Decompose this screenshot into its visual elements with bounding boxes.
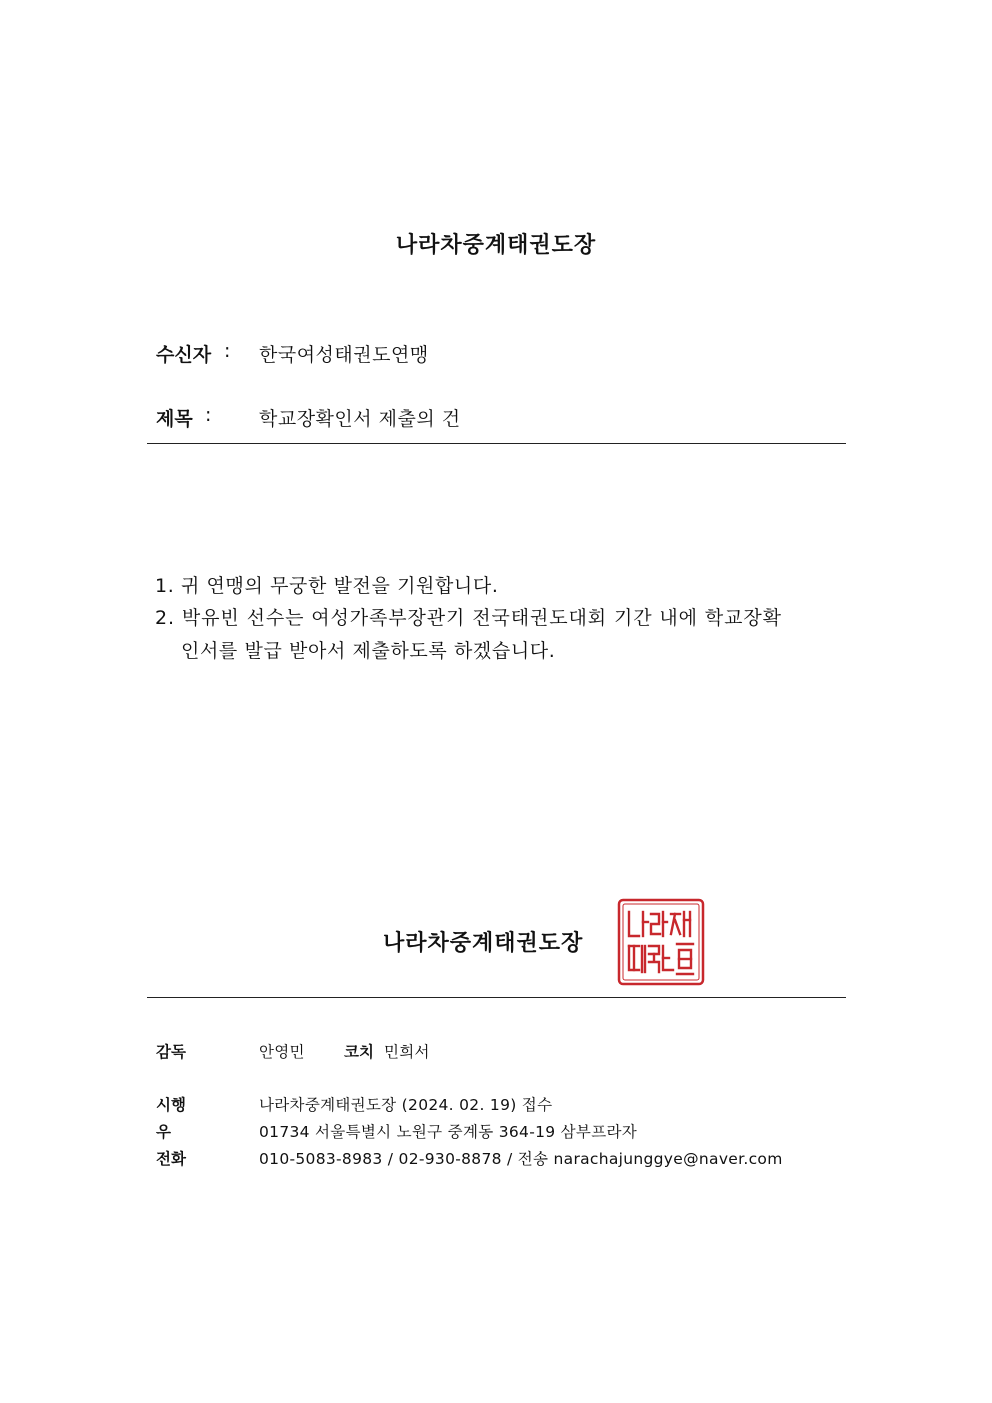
phone-label: 전화	[156, 1150, 186, 1168]
body-line-2: 2. 박유빈 선수는 여성가족부장관기 전국태권도대회 기간 내에 학교장확	[155, 607, 782, 629]
document-header-title: 나라차중계태권도장	[395, 233, 597, 258]
official-seal-stamp	[617, 898, 705, 986]
issue-label: 시행	[156, 1096, 186, 1114]
subject-label: 제목	[156, 408, 193, 430]
sender-name: 나라차중계태권도장	[383, 931, 584, 956]
footer-divider	[147, 997, 846, 998]
coach-value: 민희서	[384, 1043, 430, 1061]
body-line-3: 인서를 발급 받아서 제출하도록 하겠습니다.	[181, 640, 556, 662]
recipient-value: 한국여성태권도연맹	[259, 344, 429, 366]
postal-label: 우	[156, 1123, 171, 1141]
coach-label: 코치	[344, 1043, 374, 1061]
issue-value: 나라차중계태권도장 (2024. 02. 19) 접수	[259, 1096, 553, 1114]
subject-value: 학교장확인서 제출의 건	[259, 408, 461, 430]
phone-value: 010-5083-8983 / 02-930-8878 / 전송 narachajunggye@naver.com	[259, 1150, 783, 1168]
subject-colon: :	[205, 404, 212, 426]
director-value: 안영민	[259, 1043, 305, 1061]
postal-address-value: 01734 서울특별시 노원구 중계동 364-19 삼부프라자	[259, 1123, 638, 1141]
header-divider	[147, 443, 846, 444]
recipient-colon: :	[224, 340, 231, 362]
director-label: 감독	[156, 1043, 186, 1061]
recipient-label: 수신자	[156, 344, 212, 366]
body-line-1: 1. 귀 연맹의 무궁한 발전을 기원합니다.	[155, 575, 499, 597]
